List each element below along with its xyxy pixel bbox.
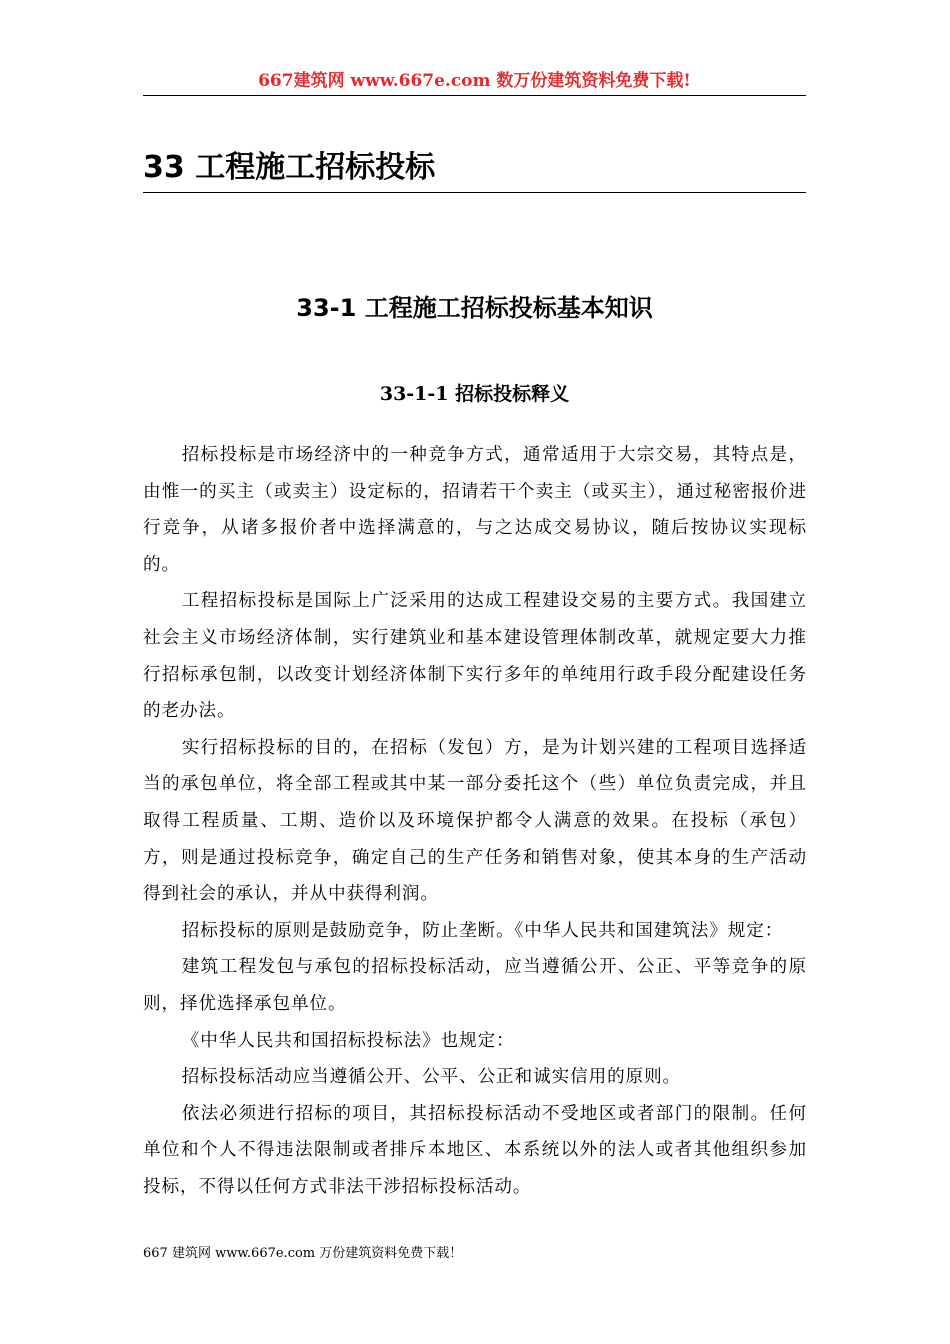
header-divider xyxy=(143,95,806,96)
paragraph: 建筑工程发包与承包的招标投标活动，应当遵循公开、公正、平等竞争的原则，择优选择承包单位。 xyxy=(143,957,807,1014)
chapter-divider xyxy=(143,192,806,193)
chapter-title: 33 工程施工招标投标 xyxy=(143,150,436,185)
subsection-title: 33-1-1 招标投标释义 xyxy=(379,383,570,405)
page-footer: 667 建筑网 www.667e.com 万份建筑资料免费下载！ xyxy=(143,1246,463,1261)
paragraph: 《中华人民共和国招标投标法》也规定： xyxy=(181,1030,515,1051)
paragraph: 依法必须进行招标的项目，其招标投标活动不受地区或者部门的限制。任何单位和个人不得违法限制或者排斥本地区、本系统以外的法人或者其他组织参加投标，不得以任何方式非法干涉招标投标活动。 xyxy=(143,1103,807,1197)
body-text xyxy=(143,437,807,1205)
paragraph: 招标投标是市场经济中的一种竞争方式，通常适用于大宗交易，其特点是，由惟一的买主（或卖主）设定标的，招请若干个卖主（或买主），通过秘密报价进行竞争，从诸多报价者中选择满意的，与之达成交易协议，随后按协议实现标的。 xyxy=(143,445,807,575)
page-header: 667建筑网 www.667e.com 数万份建筑资料免费下载! xyxy=(258,71,691,91)
section-title: 33-1 工程施工招标投标基本知识 xyxy=(296,294,653,322)
paragraph: 工程招标投标是国际上广泛采用的达成工程建设交易的主要方式。我国建立社会主义市场经济体制，实行建筑业和基本建设管理体制改革，就规定要大力推行招标承包制，以改变计划经济体制下实行多年的单纯用行政手段分配建设任务的老办法。 xyxy=(143,591,807,722)
paragraph: 实行招标投标的目的，在招标（发包）方，是为计划兴建的工程项目选择适当的承包单位，将全部工程或其中某一部分委托这个（些）单位负责完成，并且取得工程质量、工期、造价以及环境保护都令人满意的效果。在投标（承包）方，则是通过投标竞争，确定自己的生产任务和销售对象，使其本身的生产活动得到社会的承认，并从中获得利润。 xyxy=(143,737,807,905)
paragraph: 招标投标的原则是鼓励竞争，防止垄断。《中华人民共和国建筑法》规定： xyxy=(181,920,784,941)
paragraph: 招标投标活动应当遵循公开、公平、公正和诚实信用的原则。 xyxy=(181,1067,682,1088)
